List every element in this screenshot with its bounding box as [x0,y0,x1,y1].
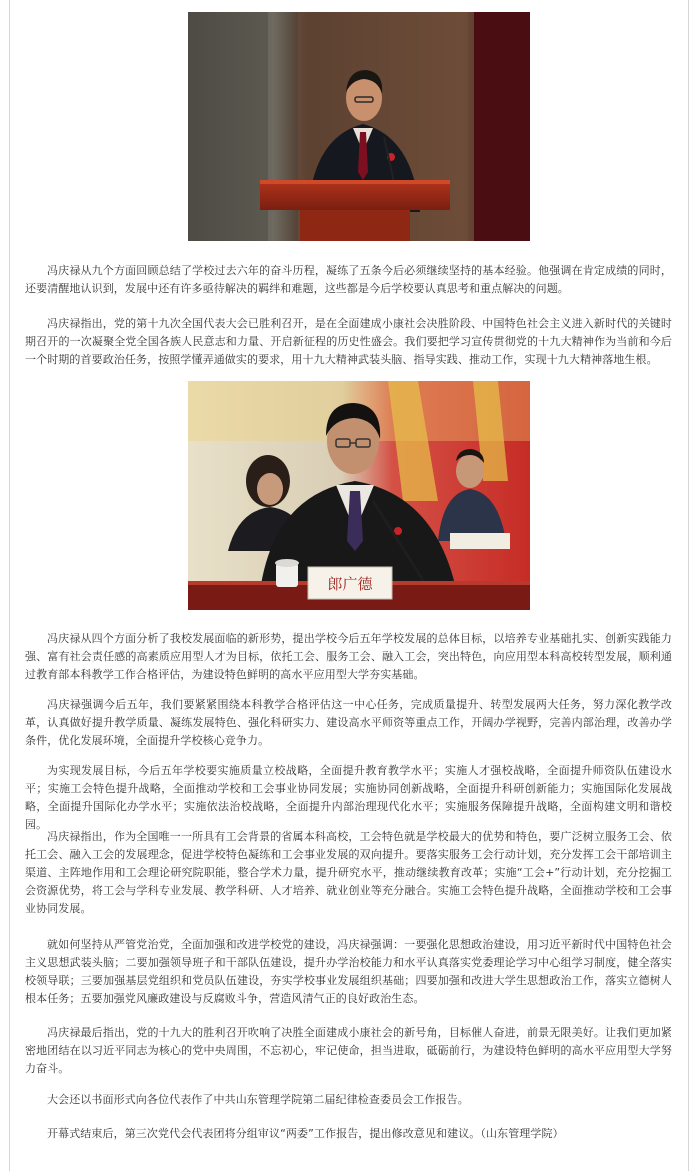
photo-speaker-desk-icon [188,381,530,610]
paragraph: 冯庆禄从九个方面回顾总结了学校过去六年的奋斗历程，凝练了五条今后必须继续坚持的基本经验。他强调在肯定成绩的同时，还要清醒地认识到，发展中还有许多亟待解决的羁绊和难题，这些都是今后学校要认真思考和重点解决的问题。 [25,264,672,295]
paragraph: 大会还以书面形式向各位代表作了中共山东管理学院第二届纪律检查委员会工作报告。 [47,1093,469,1106]
paragraph: 冯庆禄最后指出，党的十九大的胜利召开吹响了决胜全面建成小康社会的新号角，目标催人奋进，前景无限美好。让我们更加紧密地团结在以习近平同志为核心的党中央周围，不忘初心，牢记使命，担当进取，砥砺前行，为建设特色鲜明的高水平应用型大学努力奋斗。 [25,1026,672,1075]
paragraph: 冯庆禄指出，党的第十九次全国代表大会已胜利召开，是在全面建成小康社会决胜阶段、中国特色社会主义进入新时代的关键时期召开的一次凝聚全党全国各族人民意志和力量、开启新征程的历史性盛会。我们要把学习宣传贯彻党的十九大精神作为当前和今后一个时期的首要政治任务，按照学懂弄通做实的要求，用十九大精神武装头脑、指导实践、推动工作，实现十九大精神落地生根。 [25,317,672,366]
paragraph: 冯庆禄指出，作为全国唯一一所具有工会背景的省属本科高校，工会特色就是学校最大的优势和特色，要广泛树立服务工会、依托工会、融入工会的发展理念，促进学校特色凝练和工会事业发展的双向提升。要落实服务工会行动计划，充分发挥工会干部培训主渠道、主阵地作用和工会理论研究院职能，整合学术力量，提升研究水平，推动继续教育改革；实施“工会+”行动计划，充分挖掘工会资源优势，将工会与学科专业发展、教学科研、人才培养、就业创业等充分融合。实施工会特色提升战略，全面推动学校和工会事业协同发展。 [25,830,672,915]
paragraph: 冯庆禄强调今后五年，我们要紧紧围绕本科教学合格评估这一中心任务，完成质量提升、转型发展两大任务，努力深化教学改革，认真做好提升教学质量、凝练发展特色、强化科研实力、建设高水平师资等重点工作，开阔办学视野，完善内部治理，改善办学条件，优化发展环境，全面提升学校核心竞争力。 [25,698,672,747]
photo-speaker-podium [188,12,530,241]
paragraph: 冯庆禄从四个方面分析了我校发展面临的新形势，提出学校今后五年学校发展的总体目标，以培养专业基础扎实、创新实践能力强、富有社会责任感的高素质应用型人才为目标，依托工会、服务工会、融入工会，突出特色，向应用型本科高校转型发展，顺利通过教育部本科教学工作合格评估，为建设特色鲜明的高水平应用型大学夯实基础。 [25,632,672,681]
photo-speaker-desk [188,381,530,610]
paragraph: 就如何坚持从严管党治党，全面加强和改进学校党的建设，冯庆禄强调：一要强化思想政治建设，用习近平新时代中国特色社会主义思想武装头脑；二要加强领导班子和干部队伍建设，提升办学治校能力和水平认真落实党委理论学习中心组学习制度，健全落实校领导联；三要加强基层党组织和党员队伍建设，夯实学校事业发展组织基础；四要加强和改进大学生思想政治工作，落实立德树人根本任务；五要加强党风廉政建设与反腐败斗争，营造风清气正的良好政治生态。 [25,938,672,1005]
paragraph: 为实现发展目标，今后五年学校要实施质量立校战略，全面提升教育教学水平；实施人才强校战略，全面提升师资队伍建设水平；实施工会特色提升战略，全面推动学校和工会事业协同发展；实施协同创新战略，全面提升科研创新能力；实施国际化发展战略，全面提升国际化办学水平；实施依法治校战略，全面提升内部治理现代化水平；实施服务保障提升战略，全面构建文明和谐校园。 [25,764,672,831]
photo-speaker-podium-icon [188,12,530,241]
nameplate-text: 郎广德 [327,575,373,593]
paragraph: 开幕式结束后，第三次党代会代表团将分组审议“两委”工作报告，提出修改意见和建议。（山东管理学院） [47,1127,564,1140]
